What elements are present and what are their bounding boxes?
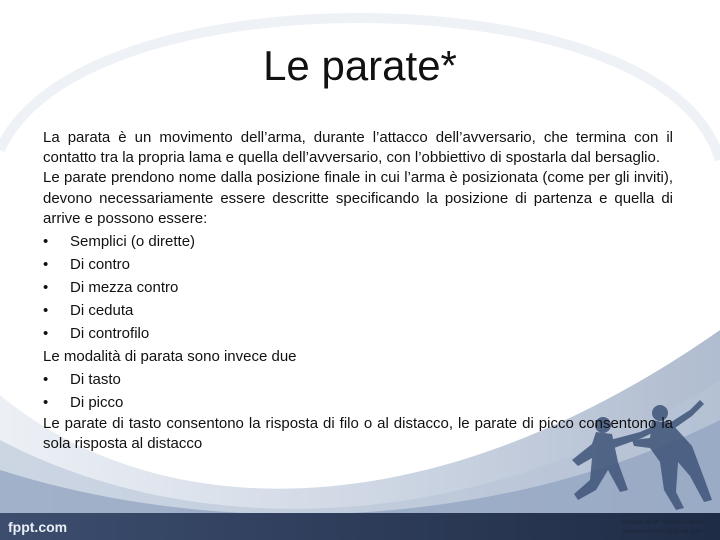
paragraph-naming: Le parate prendono nome dalla posizione finale in cui l’arma è posizionata (come per gli inviti), devono necessariamente essere descritte specificando la posizione di partenza e quella di arrive e possono essere: xyxy=(43,169,673,227)
list-item-label: Di mezza contro xyxy=(70,278,179,296)
slide-body xyxy=(43,128,673,454)
bullet-icon: • xyxy=(43,255,49,273)
credit-email: giocatorischerma@gmail.com xyxy=(622,529,702,535)
list-item-label: Semplici (o dirette) xyxy=(70,232,196,250)
paragraph-responses: Le parate di tasto consentono la risposta di filo o al distacco, le parate di picco consentono la sola risposta al distacco xyxy=(43,414,673,452)
paragraph-modes: Le modalità di parata sono invece due xyxy=(43,347,297,365)
slide-title: Le parate* xyxy=(263,42,457,89)
list-item xyxy=(43,299,673,322)
list-item xyxy=(43,322,673,345)
list-item-label: Di contro xyxy=(70,255,131,273)
credit-author: Created by M° Stefano Cerioni xyxy=(622,520,704,526)
list-item-label: Di ceduta xyxy=(70,301,134,319)
list-item xyxy=(43,253,673,276)
list-item xyxy=(43,391,673,414)
list-item-label: Di picco xyxy=(70,393,124,411)
list-item xyxy=(43,368,673,391)
bullet-icon: • xyxy=(43,278,49,296)
bullet-icon: • xyxy=(43,370,49,388)
bullet-icon: • xyxy=(43,324,49,342)
credit-text xyxy=(622,519,718,537)
list-item-label: Di controfilo xyxy=(70,324,150,342)
list-item xyxy=(43,230,673,253)
list-item xyxy=(43,276,673,299)
bullet-icon: • xyxy=(43,393,49,411)
list-item-label: Di tasto xyxy=(70,370,121,388)
bullet-icon: • xyxy=(43,301,49,319)
paragraph-definition: La parata è un movimento dell’arma, durante l’attacco dell’avversario, che termina con il contatto tra la propria lama e quella dell’avversario, con l’obbiettivo di spostarla dal bersaglio. xyxy=(43,129,673,166)
bullet-icon: • xyxy=(43,232,49,250)
fppt-logo: fppt.com xyxy=(8,519,68,535)
